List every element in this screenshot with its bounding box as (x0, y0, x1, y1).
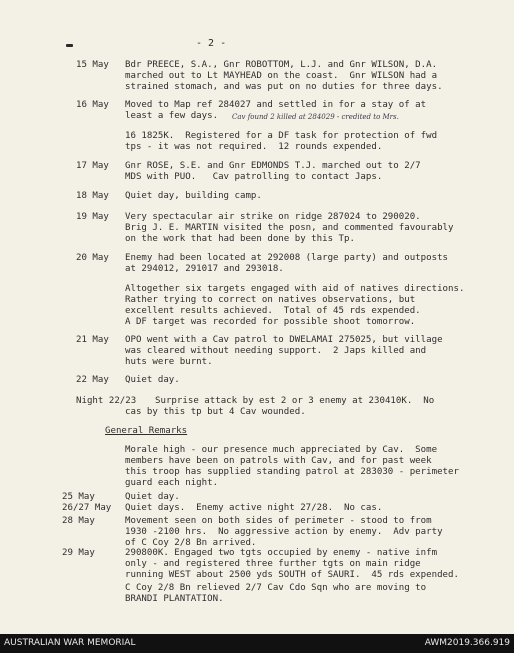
entry-date: 15 May (76, 60, 109, 70)
entry-line: A DF target was recorded for possible shoot tomorrow. (125, 317, 416, 327)
entry-line: Gnr ROSE, S.E. and Gnr EDMONDS T.J. marched out to 2/7 (125, 161, 421, 171)
entry-line: Quiet day, building camp. (125, 191, 262, 201)
handwritten-annotation: Cav found 2 killed at 284029 - credited to Mrs. (232, 113, 399, 121)
entry-line: Rather trying to correct on natives observations, but (125, 295, 416, 305)
entry-date: 26/27 May (62, 503, 112, 513)
entry-date: 19 May (76, 212, 109, 222)
entry-line: Moved to Map ref 284027 and settled in for a stay of at (125, 100, 427, 110)
entry-line: Altogether six targets engaged with aid of natives directions. (125, 284, 465, 294)
entry-line: Brig J. E. MARTIN visited the posn, and commented favourably (125, 223, 454, 233)
entry-line: Bdr PREECE, S.A., Gnr ROBOTTOM, L.J. and Gnr WILSON, D.A. (125, 60, 438, 70)
entry-date: Night 22/23 (76, 396, 137, 406)
entry-line: MDS with PUO. Cav patrolling to contact Japs. (125, 172, 383, 182)
punch-mark (66, 44, 73, 47)
entry-line: cas by this tp but 4 Cav wounded. (125, 407, 306, 417)
entry-line: OPO went with a Cav patrol to DWELAMAI 275025, but village (125, 335, 443, 345)
entry-line: 16 1825K. Registered for a DF task for protection of fwd (125, 131, 438, 141)
entry-date: 29 May (62, 548, 95, 558)
entry-date: 18 May (76, 191, 109, 201)
entry-line: Quiet day. (125, 375, 180, 385)
entry-line: Enemy had been located at 292008 (large party) and outposts (125, 253, 449, 263)
page-number: - 2 - (196, 38, 227, 49)
entry-line: least a few days. (125, 111, 219, 121)
entry-line: 290800K. Engaged two tgts occupied by enemy - native infm (125, 548, 438, 558)
entry-date: 16 May (76, 100, 109, 110)
footer-institution: AUSTRALIAN WAR MEMORIAL (4, 638, 136, 648)
entry-date: 17 May (76, 161, 109, 171)
entry-line: Surprise attack by est 2 or 3 enemy at 230410K. No (155, 396, 435, 406)
entry-date: 21 May (76, 335, 109, 345)
footer-reference: AWM2019.366.919 (424, 638, 510, 648)
entry-line: on the work that had been done by this Tp. (125, 234, 355, 244)
entry-line: was cleared without needing support. 2 Japs killed and (125, 346, 427, 356)
entry-line: BRANDI PLANTATION. (125, 594, 224, 604)
entry-line: Morale high - our presence much appreciated by Cav. Some (125, 445, 438, 455)
entry-line: strained stomach, and was put on no duties for three days. (125, 82, 443, 92)
entry-line: excellent results achieved. Total of 45 rds expended. (125, 306, 421, 316)
section-heading: General Remarks (105, 426, 188, 436)
entry-date: 22 May (76, 375, 109, 385)
entry-line: running WEST about 2500 yds SOUTH of SAURI. 45 rds expended. (125, 570, 459, 580)
entry-line: C Coy 2/8 Bn relieved 2/7 Cav Cdo Sqn who are moving to (125, 583, 427, 593)
entry-line: members have been on patrols with Cav, and for past week (125, 456, 432, 466)
entry-line: 1930 -2100 hrs. No aggressive action by enemy. Adv party (125, 527, 443, 537)
archive-footer (0, 634, 514, 653)
entry-line: Quiet days. Enemy active night 27/28. No cas. (125, 503, 383, 513)
entry-line: at 294012, 291017 and 293018. (125, 264, 284, 274)
entry-line: guard each night. (125, 478, 219, 488)
entry-line: marched out to Lt MAYHEAD on the coast. Gnr WILSON had a (125, 71, 438, 81)
entry-line: Very spectacular air strike on ridge 287024 to 290020. (125, 212, 421, 222)
entry-line: huts were burnt. (125, 357, 213, 367)
entry-date: 20 May (76, 253, 109, 263)
entry-date: 28 May (62, 516, 95, 526)
entry-line: Movement seen on both sides of perimeter - stood to from (125, 516, 432, 526)
entry-line: this troop has supplied standing patrol at 283030 - perimeter (125, 467, 459, 477)
entry-date: 25 May (62, 492, 95, 502)
entry-line: of C Coy 2/8 Bn arrived. (125, 538, 257, 548)
entry-line: only - and registered three further tgts on main ridge (125, 559, 421, 569)
entry-line: tps - it was not required. 12 rounds expended. (125, 142, 383, 152)
entry-line: Quiet day. (125, 492, 180, 502)
